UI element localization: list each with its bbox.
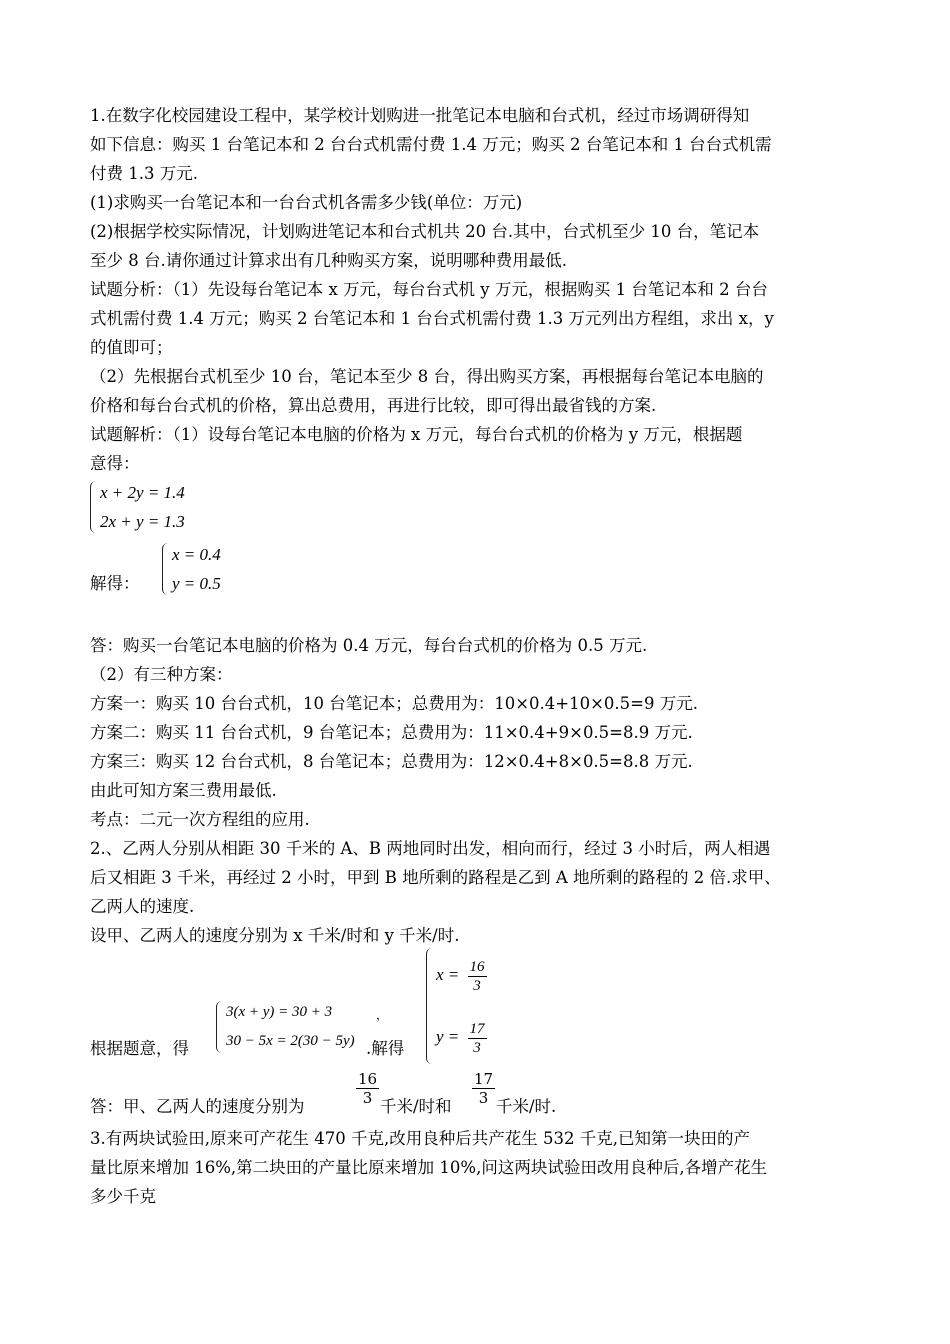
brace-icon xyxy=(426,948,434,1064)
q2-answer-fraction-y xyxy=(472,1070,495,1107)
q2-answer-prefix: 答：甲、乙两人的速度分别为 xyxy=(90,1097,305,1116)
q3-line-2: 量比原来增加 16%,第二块田的产量比原来增加 10%,问这两块试验田改用良种后,各增产花生 xyxy=(90,1158,768,1177)
q2-equation-1: 3(x + y) = 30 + 3 xyxy=(226,1004,333,1020)
q2-x-denominator: 3 xyxy=(473,977,481,994)
q1-equation-2: 2x + y = 1.3 xyxy=(100,512,185,531)
q1-analysis-line-4: （2）先根据台式机至少 10 台，笔记本至少 8 台，得出购买方案，再根据每台笔记本电脑的 xyxy=(90,367,764,386)
brace-icon xyxy=(90,481,98,533)
brace-icon xyxy=(162,543,170,595)
q1-analysis-line-1: 试题分析：（1）先设每台笔记本 x 万元，每台台式机 y 万元，根据购买 1 台笔记本和 2 台台 xyxy=(90,280,768,299)
q2-x-fraction xyxy=(468,958,487,995)
q2-y-numerator: 17 xyxy=(469,1020,485,1037)
q2-answer xyxy=(90,1068,870,1124)
q2-answer-fraction-x xyxy=(356,1070,379,1107)
q2-answer-suffix: 千米/时. xyxy=(496,1097,557,1116)
q1-solution-y: y = 0.5 xyxy=(172,574,221,593)
q3-line-1: 3.有两块试验田,原来可产花生 470 千克,改用良种后共产花生 532 千克,已知第一块田的产 xyxy=(90,1129,750,1148)
q1-line-1: 1.在数字化校园建设工程中，某学校计划购进一批笔记本电脑和台式机，经过市场调研得知 xyxy=(90,106,750,125)
q1-analysis-line-3: 的值即可； xyxy=(90,338,173,357)
q2-line-2: 后又相距 3 千米，再经过 2 小时，甲到 B 地所剩的路程是乙到 A 地所剩的路程的 2 倍.求甲、 xyxy=(90,868,781,887)
q2-answer-x-denominator: 3 xyxy=(362,1089,373,1107)
q1-answer: 答：购买一台笔记本电脑的价格为 0.4 万元，每台台式机的价格为 0.5 万元. xyxy=(90,636,648,655)
q2-answer-mid: 千米/时和 xyxy=(380,1097,452,1116)
q2-y-denominator: 3 xyxy=(473,1039,481,1056)
q2-x-lhs: x = xyxy=(436,965,460,984)
q1-equation-system xyxy=(90,478,870,540)
q1-solution-line-2: 意得： xyxy=(90,454,140,473)
q2-setup: 设甲、乙两人的速度分别为 x 千米/时和 y 千米/时. xyxy=(90,926,460,945)
q2-answer-x-numerator: 16 xyxy=(358,1070,378,1088)
q2-label: 根据题意，得 xyxy=(90,1039,189,1058)
q1-line-2: 如下信息：购买 1 台笔记本和 2 台台式机需付费 1.4 万元；购买 2 台笔记本和 1 台台式机需 xyxy=(90,135,772,154)
q2-y-lhs: y = xyxy=(436,1027,460,1046)
q1-solve-label: 解得： xyxy=(90,574,140,593)
q1-solution-line-1: 试题解析：（1）设每台笔记本电脑的价格为 x 万元，每台台式机的价格为 y 万元，根据题 xyxy=(90,425,743,444)
q2-comma: ， xyxy=(376,1008,389,1022)
document-page xyxy=(90,101,870,1211)
q2-x-numerator: 16 xyxy=(469,958,485,975)
q1-solution-system xyxy=(90,540,870,602)
q2-equation-2: 30 − 5x = 2(30 − 5y) xyxy=(226,1033,355,1049)
q1-plans-intro: （2）有三种方案： xyxy=(90,665,233,684)
q2-y-fraction xyxy=(468,1020,487,1057)
q1-plan-1: 方案一：购买 10 台台式机，10 台笔记本；总费用为：10×0.4+10×0.5=9 万元. xyxy=(90,694,698,713)
q3-line-3: 多少千克 xyxy=(90,1187,156,1206)
q2-line-3: 乙两人的速度. xyxy=(90,897,195,916)
q1-part-2-line-2: 至少 8 台.请你通过计算求出有几种购买方案，说明哪种费用最低. xyxy=(90,251,567,270)
brace-icon xyxy=(216,1001,224,1053)
q2-answer-y-numerator: 17 xyxy=(474,1070,494,1088)
q2-solve-label: .解得 xyxy=(366,1039,405,1058)
q1-solution-x: x = 0.4 xyxy=(172,545,221,564)
q2-equation-block xyxy=(90,950,870,1068)
q1-plan-3: 方案三：购买 12 台台式机，8 台笔记本；总费用为：12×0.4+8×0.5=8.8 万元. xyxy=(90,752,693,771)
q2-line-1: 2.、乙两人分别从相距 30 千米的 A、B 两地同时出发，相向而行，经过 3 小时后，两人相遇 xyxy=(90,839,771,858)
q1-analysis-line-2: 式机需付费 1.4 万元；购买 2 台笔记本和 1 台台式机需付费 1.3 万元列出方程组，求出 x，y xyxy=(90,309,774,328)
q1-equation-1: x + 2y = 1.4 xyxy=(100,483,185,502)
q1-line-3: 付费 1.3 万元. xyxy=(90,164,198,183)
q2-solution-system xyxy=(426,944,491,1068)
q2-answer-y-denominator: 3 xyxy=(478,1089,489,1107)
q1-conclusion: 由此可知方案三费用最低. xyxy=(90,781,277,800)
q1-topic: 考点：二元一次方程组的应用. xyxy=(90,810,310,829)
q1-plan-2: 方案二：购买 11 台台式机，9 台笔记本；总费用为：11×0.4+9×0.5=8.9 万元. xyxy=(90,723,693,742)
q1-part-2-line-1: (2)根据学校实际情况，计划购进笔记本和台式机共 20 台.其中，台式机至少 10 台，笔记本 xyxy=(90,222,760,241)
q1-part-1: (1)求购买一台笔记本和一台台式机各需多少钱(单位：万元) xyxy=(90,193,523,212)
q1-analysis-line-5: 价格和每台台式机的价格，算出总费用，再进行比较，即可得出最省钱的方案. xyxy=(90,396,657,415)
